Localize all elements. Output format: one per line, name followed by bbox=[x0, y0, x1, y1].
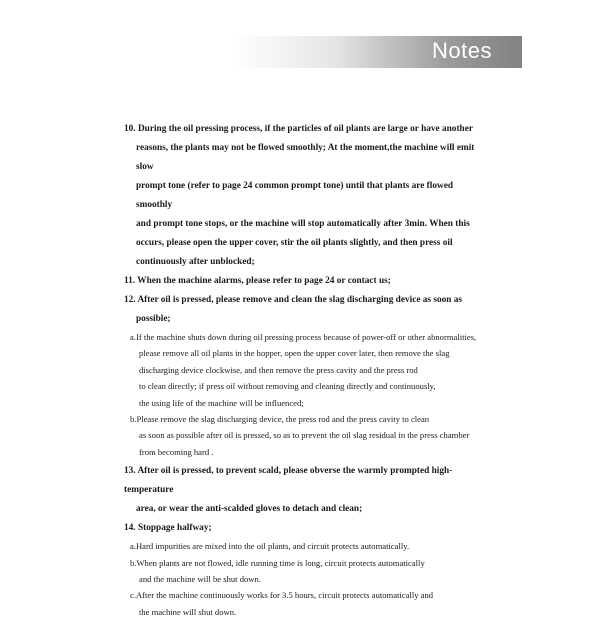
note-text: After oil is pressed, to prevent scald, please obverse the warmly prompted high-temperature bbox=[124, 466, 453, 496]
note-line: and prompt tone stops, or the machine will stop automatically after 3min. When this bbox=[136, 219, 470, 229]
note-line: continuously after unblocked; bbox=[136, 257, 255, 267]
note-line: area, or wear the anti-scalded gloves to detach and clean; bbox=[136, 504, 363, 515]
note-13 bbox=[124, 462, 479, 519]
note-line: reasons, the plants may not be flowed smoothly; At the moment,the machine will emit slow bbox=[136, 143, 475, 172]
sub-note-text: a.Hard impurities are mixed into the oil plants, and circuit protects automatically. bbox=[130, 541, 410, 552]
sub-note-text: b.When plants are not flowed, idle running time is long, circuit protects automatically bbox=[130, 557, 425, 568]
header-bar bbox=[232, 36, 522, 68]
note-text: When the machine alarms, please refer to page 24 or contact us; bbox=[137, 276, 391, 286]
sub-note-line: from becoming hard . bbox=[139, 446, 214, 457]
sub-note-text: a.If the machine shuts down during oil pressing process because of power-off or other abnormalities, bbox=[130, 332, 477, 342]
note-text: After oil is pressed, please remove and clean the slag discharging device as soon as bbox=[137, 295, 463, 305]
note-line: possible; bbox=[136, 314, 171, 324]
note-14 bbox=[124, 519, 479, 538]
notes-content bbox=[124, 120, 479, 620]
note-12-b bbox=[124, 411, 479, 460]
note-14-c bbox=[124, 587, 479, 620]
sub-note-text: c.After the machine continuously works for 3.5 hours, circuit protects automatically and bbox=[130, 590, 434, 601]
sub-note-line: the machine will shut down. bbox=[139, 606, 237, 617]
note-number: 10. bbox=[124, 124, 136, 134]
sub-note-line: as soon as possible after oil is pressed, so as to prevent the oil slag residual in the press chamber bbox=[139, 430, 470, 441]
page-title: Notes bbox=[432, 38, 492, 63]
sub-note-line: discharging device clockwise, and then remove the press cavity and the press rod bbox=[139, 364, 418, 375]
note-line: prompt tone (refer to page 24 common prompt tone) until that plants are flowed smoothly bbox=[136, 181, 454, 210]
note-text: Stoppage halfway; bbox=[137, 523, 212, 534]
note-number: 11. bbox=[124, 276, 136, 286]
sub-note-line: please remove all oil plants in the hopper, open the upper cover later, then remove the slag bbox=[139, 348, 450, 359]
note-text: During the oil pressing process, if the particles of oil plants are large or have another bbox=[137, 124, 473, 134]
note-11 bbox=[124, 272, 479, 291]
note-line: occurs, please open the upper cover, stir the oil plants slightly, and then press oil bbox=[136, 238, 453, 248]
note-14-a bbox=[124, 538, 479, 554]
sub-note-line: the using life of the machine will be influenced; bbox=[139, 397, 304, 408]
note-12 bbox=[124, 291, 479, 329]
note-number: 14. bbox=[124, 523, 136, 534]
note-number: 13. bbox=[124, 466, 136, 477]
note-number: 12. bbox=[124, 295, 136, 305]
sub-note-text: b.Please remove the slag discharging device, the press rod and the press cavity to clean bbox=[130, 414, 430, 425]
sub-note-line: to clean directly; if press oil without removing and cleaning directly and continuously, bbox=[139, 381, 436, 392]
note-10 bbox=[124, 120, 479, 272]
sub-note-line: and the machine will be shut down. bbox=[139, 574, 261, 585]
note-12-a bbox=[124, 329, 479, 411]
note-14-b bbox=[124, 555, 479, 588]
